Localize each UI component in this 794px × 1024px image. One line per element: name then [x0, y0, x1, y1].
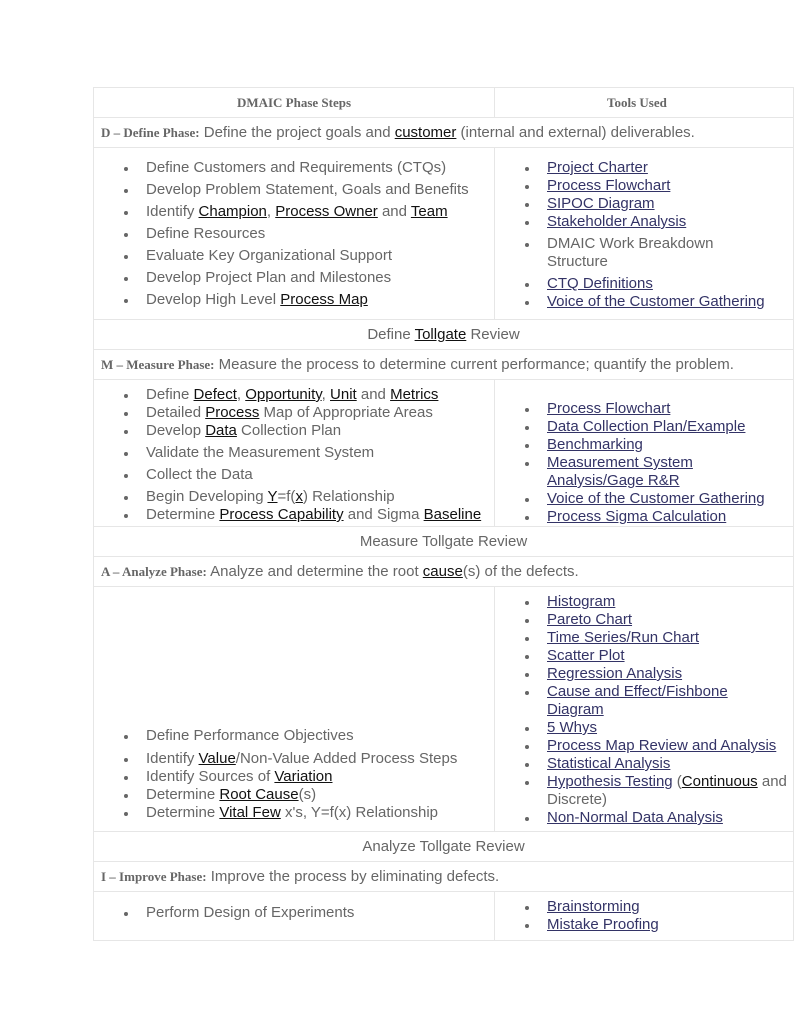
list-item [547, 275, 793, 293]
step-text: Detailed [146, 404, 206, 421]
improve-content-row [94, 892, 794, 941]
step-text: Determine [146, 804, 220, 821]
define-content-row [94, 148, 794, 320]
analyze-content-row [94, 587, 794, 832]
list-item [547, 508, 793, 526]
vital-few-link[interactable]: Vital Few [219, 804, 281, 821]
list-item [547, 490, 793, 508]
step-text: , [321, 386, 331, 403]
define-desc-text: Define the project goals and [199, 124, 395, 141]
regression-analysis-link[interactable]: Regression Analysis [547, 665, 683, 682]
list-item [547, 293, 793, 311]
measure-phase-row [94, 350, 794, 380]
list-item [146, 804, 494, 822]
improve-steps-cell [94, 892, 495, 941]
analyze-steps-list [94, 587, 494, 822]
msa-gage-rr-link[interactable]: Measurement System Analysis/Gage R&R [547, 454, 693, 489]
measure-tools-cell [495, 380, 794, 527]
step-text: Determine [146, 786, 220, 803]
measure-desc-text: Measure the process to determine current performance; quantify the problem. [214, 356, 734, 373]
list-item [547, 159, 793, 177]
y-link[interactable]: Y [267, 488, 278, 505]
analyze-tools-cell [495, 587, 794, 832]
measure-steps-cell [94, 380, 495, 527]
baseline-link[interactable]: Baseline [423, 506, 482, 523]
list-item [146, 786, 494, 804]
define-phase-cell [94, 118, 794, 148]
list-item [547, 755, 793, 773]
dmaic-table-wrapper [93, 87, 787, 941]
process-flowchart-link[interactable]: Process Flowchart [547, 177, 671, 194]
improve-desc-text: Improve the process by eliminating defects. [206, 868, 500, 885]
analyze-phase-cell [94, 557, 794, 587]
pareto-chart-link[interactable]: Pareto Chart [547, 611, 633, 628]
list-item: Develop Project Plan and Milestones [146, 269, 494, 287]
step-text: (s) [298, 786, 317, 803]
team-link[interactable]: Team [410, 203, 448, 220]
process-link[interactable]: Process [205, 404, 260, 421]
measure-tollgate-cell: Measure Tollgate Review [94, 527, 794, 557]
list-item [146, 203, 494, 221]
project-charter-link[interactable]: Project Charter [547, 159, 648, 176]
list-item: Evaluate Key Organizational Support [146, 247, 494, 265]
define-desc-text-end: (internal and external) deliverables. [456, 124, 695, 141]
define-tools-list [495, 148, 793, 311]
list-item: Develop Problem Statement, Goals and Benefits [146, 181, 494, 199]
improve-phase-name: I – Improve Phase: [101, 869, 207, 884]
five-whys-link[interactable]: 5 Whys [547, 719, 598, 736]
process-capability-link[interactable]: Process Capability [219, 506, 344, 523]
analyze-phase-name: A – Analyze Phase: [101, 564, 207, 579]
define-steps-cell [94, 148, 495, 320]
x-link[interactable]: x [295, 488, 303, 505]
list-item [547, 809, 793, 827]
list-item [547, 629, 793, 647]
header-tools-used: Tools Used [495, 88, 794, 118]
root-cause-link[interactable]: Root Cause [219, 786, 299, 803]
step-text: Begin Developing [146, 488, 268, 505]
list-item [146, 750, 494, 768]
measure-steps-list [94, 380, 494, 524]
metrics-link[interactable]: Metrics [390, 386, 439, 403]
list-item [146, 488, 494, 506]
list-item: Define Customers and Requirements (CTQs) [146, 159, 494, 177]
step-text: , [236, 386, 246, 403]
hypothesis-testing-link[interactable]: Hypothesis Testing [547, 773, 673, 790]
table-header-row [94, 88, 794, 118]
cause-effect-fishbone-link[interactable]: Cause and Effect/Fishbone Diagram [547, 683, 728, 718]
stakeholder-analysis-link[interactable]: Stakeholder Analysis [547, 213, 687, 230]
process-sigma-calculation-link[interactable]: Process Sigma Calculation [547, 508, 727, 525]
list-item [146, 386, 494, 404]
list-item [547, 593, 793, 611]
sipoc-diagram-link[interactable]: SIPOC Diagram [547, 195, 655, 212]
list-item [547, 773, 787, 809]
unit-link[interactable]: Unit [330, 386, 357, 403]
dmaic-table [93, 87, 794, 941]
tollgate-text: Review [466, 326, 520, 343]
tool-text: ( [672, 773, 682, 790]
cause-link[interactable]: cause [422, 563, 463, 580]
step-text: =f( [277, 488, 296, 505]
define-tools-cell [495, 148, 794, 320]
define-tollgate-cell [94, 320, 794, 350]
statistical-analysis-link[interactable]: Statistical Analysis [547, 755, 671, 772]
step-text: x's, Y=f(x) Relationship [280, 804, 439, 821]
list-item [547, 195, 793, 213]
list-item [547, 898, 793, 916]
list-item [547, 647, 793, 665]
list-item: Perform Design of Experiments [146, 904, 494, 922]
list-item [146, 291, 494, 309]
improve-tools-cell [495, 892, 794, 941]
value-link[interactable]: Value [198, 750, 236, 767]
list-item [547, 611, 793, 629]
tollgate-link[interactable]: Tollgate [414, 326, 467, 343]
measure-tools-list [495, 380, 793, 526]
analyze-desc-text-end: (s) of the defects. [462, 563, 579, 580]
step-text: Develop [146, 422, 206, 439]
list-item [547, 436, 793, 454]
benchmarking-link[interactable]: Benchmarking [547, 436, 643, 453]
step-text: Collection Plan [236, 422, 342, 439]
list-item [547, 916, 793, 934]
step-text: Define [146, 386, 194, 403]
list-item: Define Performance Objectives [146, 727, 494, 745]
process-owner-link[interactable]: Process Owner [275, 203, 378, 220]
step-text: Develop High Level [146, 291, 281, 308]
define-tollgate-row [94, 320, 794, 350]
list-item [146, 422, 494, 440]
list-item [146, 404, 494, 422]
analyze-desc-text: Analyze and determine the root [206, 563, 423, 580]
list-item [547, 454, 717, 490]
step-text: and [356, 386, 391, 403]
analyze-tollgate-cell: Analyze Tollgate Review [94, 832, 794, 862]
data-link[interactable]: Data [205, 422, 237, 439]
continuous-link[interactable]: Continuous [681, 773, 758, 790]
analyze-tollgate-row [94, 832, 794, 862]
list-item: Validate the Measurement System [146, 444, 494, 462]
opportunity-link[interactable]: Opportunity [245, 386, 322, 403]
process-map-link[interactable]: Process Map [280, 291, 368, 308]
process-map-review-link[interactable]: Process Map Review and Analysis [547, 737, 777, 754]
process-flowchart-link[interactable]: Process Flowchart [547, 400, 671, 417]
ctq-definitions-link[interactable]: CTQ Definitions [547, 275, 653, 292]
step-text: Determine [146, 506, 220, 523]
time-series-run-chart-link[interactable]: Time Series/Run Chart [547, 629, 699, 646]
scatter-plot-link[interactable]: Scatter Plot [547, 647, 625, 664]
tollgate-text: Define [367, 326, 415, 343]
voc-gathering-link[interactable]: Voice of the Customer Gathering [547, 490, 765, 507]
histogram-link[interactable]: Histogram [547, 593, 616, 610]
step-text: Identify [146, 750, 199, 767]
list-item: Define Resources [146, 225, 494, 243]
improve-phase-row [94, 862, 794, 892]
list-item [547, 719, 793, 737]
list-item [547, 213, 793, 231]
analyze-phase-row [94, 557, 794, 587]
step-text: and [377, 203, 411, 220]
variation-link[interactable]: Variation [274, 768, 333, 785]
voc-gathering-link[interactable]: Voice of the Customer Gathering [547, 293, 765, 310]
tool-text: and Discrete) [547, 773, 787, 808]
measure-tollgate-row [94, 527, 794, 557]
step-text: Identify Sources of [146, 768, 275, 785]
defect-link[interactable]: Defect [193, 386, 237, 403]
list-item [547, 400, 793, 418]
analyze-steps-cell [94, 587, 495, 832]
data-collection-plan-link[interactable]: Data Collection Plan/Example [547, 418, 746, 435]
step-text: /Non-Value Added Process Steps [235, 750, 458, 767]
brainstorming-link[interactable]: Brainstorming [547, 898, 640, 915]
header-phase-steps: DMAIC Phase Steps [94, 88, 495, 118]
improve-steps-list [94, 892, 494, 936]
define-steps-list [94, 148, 494, 319]
list-item [547, 737, 793, 755]
champion-link[interactable]: Champion [198, 203, 267, 220]
list-item: Collect the Data [146, 466, 494, 484]
measure-phase-cell [94, 350, 794, 380]
mistake-proofing-link[interactable]: Mistake Proofing [547, 916, 659, 933]
step-text: Identify [146, 203, 199, 220]
define-phase-row [94, 118, 794, 148]
measure-content-row [94, 380, 794, 527]
measure-phase-name: M – Measure Phase: [101, 357, 215, 372]
list-item [146, 506, 494, 524]
improve-tools-list [495, 892, 793, 940]
step-text: ) Relationship [302, 488, 395, 505]
list-item [547, 665, 793, 683]
customer-link[interactable]: customer [394, 124, 457, 141]
step-text: , [266, 203, 276, 220]
non-normal-data-analysis-link[interactable]: Non-Normal Data Analysis [547, 809, 723, 826]
list-item: DMAIC Work Breakdown Structure [547, 235, 737, 271]
list-item [547, 683, 747, 719]
step-text: Map of Appropriate Areas [259, 404, 433, 421]
define-phase-name: D – Define Phase: [101, 125, 200, 140]
list-item [146, 768, 494, 786]
analyze-tools-list [495, 587, 793, 831]
list-item [547, 177, 793, 195]
list-item [547, 418, 793, 436]
improve-phase-cell [94, 862, 794, 892]
step-text: and Sigma [343, 506, 424, 523]
